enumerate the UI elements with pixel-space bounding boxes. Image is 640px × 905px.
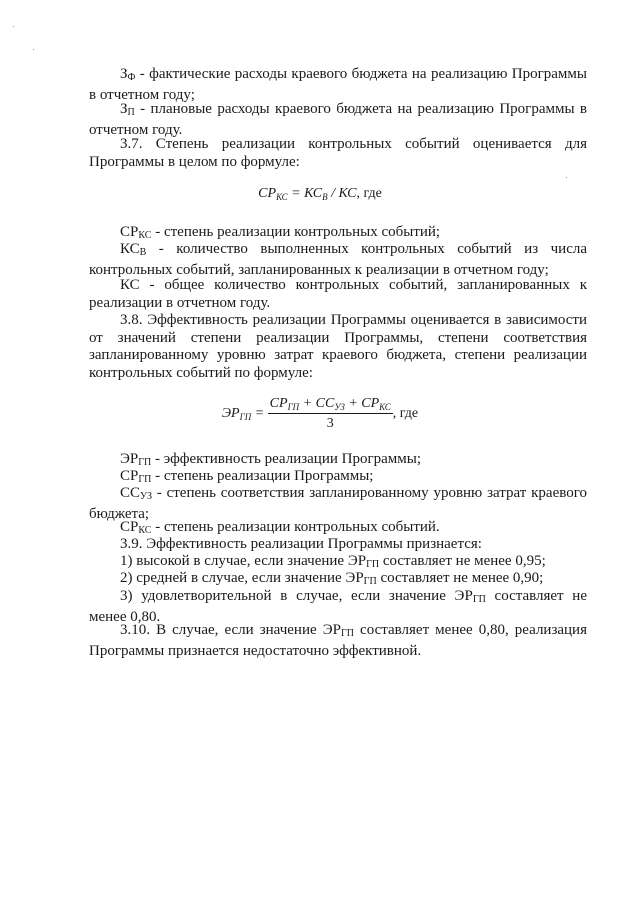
scan-speck — [13, 26, 14, 27]
definition-z-plan: $З_П$ - плановые расходы краевого бюджета на реализацию Программы в отчетном году. — [89, 101, 587, 138]
section-3-10: 3.10. В случае, если значение $ЭР_{ГП}$ составляет менее 0,80, реализация Программы признается недостаточно эффективной. — [89, 622, 587, 659]
definition-sr-gp: $СР_{ГП}$ - степень реализации Программы; — [120, 468, 374, 485]
criterion-high: 1) высокой в случае, если значение $ЭР_{ГП}$ составляет не менее 0,95; — [120, 553, 546, 570]
section-3-9: 3.9. Эффективность реализации Программы признается: — [120, 536, 482, 552]
definition-ss-uz: $СС_{УЗ}$ - степень соответствия запланированному уровню затрат краевого бюджета; — [89, 485, 587, 522]
definition-ks-v: $КС_В$ - количество выполненных контрольных событий из числа контрольных событий, запланированных к реализации в отчетном году; — [89, 241, 587, 278]
formula-er-gp: $ЭР_{ГП}$ = $\frac{СР_{ГП} + СС_{УЗ} + СР_{КС}}{3}$ , где — [221, 396, 419, 431]
definition-sr-ks-2: $СР_{КС}$ - степень реализации контрольных событий. — [120, 519, 440, 536]
scan-speck — [33, 49, 34, 50]
formula-fraction: $\frac{СР_{ГП} + СС_{УЗ} + СР_{КС}}{3}$ — [269, 396, 391, 431]
definition-er-gp: $ЭР_{ГП}$ - эффективность реализации Программы; — [120, 451, 422, 468]
section-3-8: 3.8. Эффективность реализации Программы оценивается в зависимости от значений степени реализации Программы, степени соответствия запланированному уровню затрат краевого бюджета, степени реализации контрольных событий по формуле: — [89, 312, 587, 381]
criterion-satisfactory: 3) удовлетворительной в случае, если значение $ЭР_{ГП}$ составляет не менее 0,80. — [89, 588, 587, 625]
section-3-7: 3.7. Степень реализации контрольных событий оценивается для Программы в целом по формуле: — [89, 136, 587, 170]
criterion-medium: 2) средней в случае, если значение $ЭР_{ГП}$ составляет не менее 0,90; — [120, 570, 544, 587]
definition-sr-ks: $СР_{КС}$ - степень реализации контрольных событий; — [120, 224, 441, 241]
scan-speck — [566, 177, 567, 178]
definition-z-fact: $З_Ф$ - фактические расходы краевого бюджета на реализацию Программы в отчетном году; — [89, 66, 587, 103]
definition-ks: КС - общее количество контрольных событий, запланированных к реализации в отчетном году. — [89, 277, 587, 311]
formula-sr-ks: $СР_{КС} = КС_В$ / КС, где — [258, 186, 382, 202]
